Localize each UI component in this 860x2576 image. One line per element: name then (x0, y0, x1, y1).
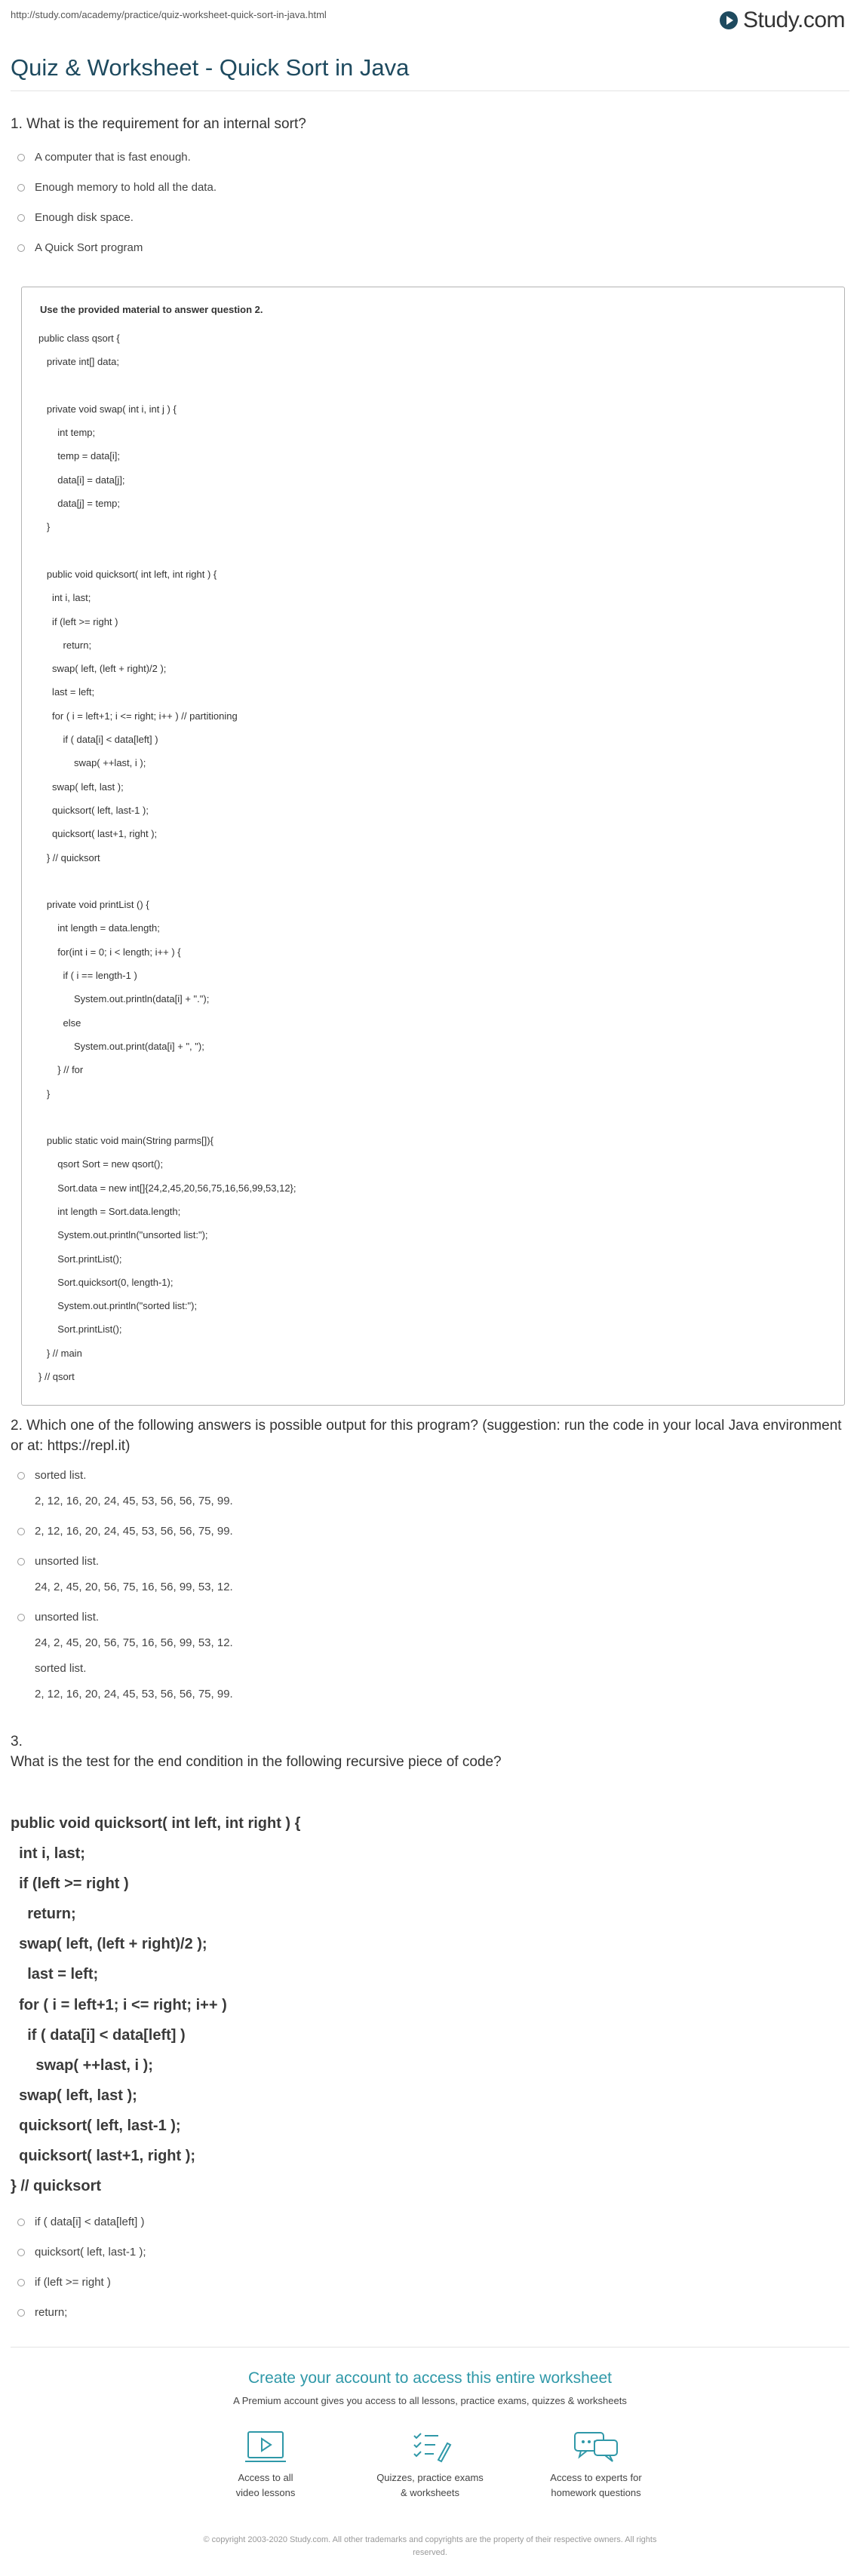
code-line: private void printList () { (38, 899, 149, 911)
answer-option[interactable] (11, 205, 840, 235)
code-line: quicksort( left, last-1 ); (11, 2117, 181, 2134)
code-line (38, 1106, 296, 1129)
question-2: 2. Which one of the following answers is possible output for this program? (suggestion: run the code in your local Java environment or at: https://repl.it) (11, 1418, 842, 1454)
question-1: 1. What is the requirement for an internal sort? (11, 116, 306, 132)
code-line: last = left; (11, 1966, 99, 1983)
expert-chat-icon (572, 2430, 620, 2464)
page-title: Quiz & Worksheet - Quick Sort in Java (11, 54, 410, 81)
code-line: quicksort( last+1, right ); (11, 2148, 196, 2165)
option-text: quicksort( left, last-1 ); (35, 2246, 146, 2259)
cta-divider (11, 2347, 849, 2348)
code-line: int i, last; (11, 1845, 85, 1863)
option-text: sorted list. (35, 1469, 87, 1482)
question-1-options (11, 145, 840, 265)
answer-option[interactable] (11, 175, 840, 205)
code-line: } // for (38, 1064, 84, 1076)
code-line: if ( data[i] < data[left] ) (11, 2026, 186, 2044)
title-divider (11, 90, 849, 91)
code-line: for(int i = 0; i < length; i++ ) { (38, 946, 181, 958)
answer-option[interactable] (11, 2270, 840, 2300)
logo-text: Study.com (743, 8, 845, 32)
option-text: if (left >= right ) (35, 2276, 111, 2289)
question-3-code (11, 1808, 300, 2201)
code-line: Sort.data = new int[]{24,2,45,20,56,75,16,56,99,53,12}; (38, 1182, 296, 1194)
code-line: swap( left, (left + right)/2 ); (38, 663, 167, 675)
code-line: } // qsort (38, 1371, 75, 1383)
answer-option[interactable] (11, 2210, 840, 2240)
code-line: System.out.println("sorted list:"); (38, 1300, 198, 1312)
code-line: Sort.printList(); (38, 1323, 122, 1336)
feature-label-3a: Access to experts for (550, 2472, 642, 2483)
radio-button[interactable] (17, 154, 25, 161)
option-text: 2, 12, 16, 20, 24, 45, 53, 56, 56, 75, 99. (35, 1525, 233, 1538)
code-line: } (38, 1087, 51, 1099)
cta-subtitle: A Premium account gives you access to all lessons, practice exams, quizzes & worksheets (233, 2395, 627, 2406)
code-line: public void quicksort( int left, int right ) { (11, 1815, 301, 1832)
answer-option[interactable] (11, 1463, 840, 1519)
radio-button[interactable] (17, 1528, 25, 1535)
code-line: if (left >= right ) (38, 615, 118, 627)
feature-label-1b: video lessons (235, 2487, 296, 2498)
code-line: System.out.println(data[i] + "."); (38, 993, 210, 1005)
option-text: return; (35, 2306, 68, 2319)
code-line: int temp; (38, 427, 96, 439)
copyright-line-2: reserved. (413, 2548, 447, 2557)
code-line: else (38, 1017, 81, 1029)
feature-experts (521, 2430, 671, 2501)
code-line: if ( data[i] < data[left] ) (38, 734, 158, 746)
code-line: swap( left, last ); (38, 780, 124, 793)
option-text: unsorted list. (35, 1555, 100, 1568)
code-line: quicksort( last+1, right ); (38, 828, 158, 840)
answer-option[interactable] (11, 1549, 840, 1605)
radio-button[interactable] (17, 184, 25, 192)
code-line: public class qsort { (38, 333, 120, 344)
code-line: for ( i = left+1; i <= right; i++ ) (11, 1996, 227, 2013)
radio-button[interactable] (17, 214, 25, 222)
answer-option[interactable] (11, 2300, 840, 2330)
code-line: data[j] = temp; (38, 498, 121, 510)
code-line: swap( left, last ); (11, 2087, 137, 2104)
option-text: A computer that is fast enough. (35, 151, 191, 164)
option-text: if ( data[i] < data[left] ) (35, 2216, 145, 2228)
code-line: Sort.quicksort(0, length-1); (38, 1276, 174, 1288)
question-2-options (11, 1463, 840, 1707)
question-3-options (11, 2210, 840, 2330)
feature-label-1a: Access to all (238, 2472, 293, 2483)
code-line: } // quicksort (38, 851, 100, 863)
option-text: Enough memory to hold all the data. (35, 181, 217, 194)
answer-option[interactable] (11, 1605, 840, 1707)
material-code (38, 327, 296, 1388)
feature-label-2a: Quizzes, practice exams (376, 2472, 484, 2483)
play-logo-icon (719, 11, 739, 30)
option-text: 24, 2, 45, 20, 56, 75, 16, 56, 99, 53, 12. (35, 1636, 233, 1649)
create-account-link[interactable]: Create your account to access this entire worksheet (247, 2369, 613, 2387)
code-line: int length = data.length; (38, 922, 160, 934)
option-text: unsorted list. (35, 1611, 100, 1624)
option-text: sorted list. (35, 1662, 87, 1675)
provided-material-box (21, 287, 845, 1406)
option-text: 2, 12, 16, 20, 24, 45, 53, 56, 56, 75, 99. (35, 1495, 233, 1507)
feature-quizzes (355, 2430, 505, 2501)
study-logo[interactable] (719, 3, 845, 38)
code-line: } // main (38, 1347, 82, 1359)
code-line: public static void main(String parms[]){ (38, 1135, 213, 1147)
code-line: temp = data[i]; (38, 450, 121, 462)
radio-button[interactable] (17, 1558, 25, 1566)
answer-option[interactable] (11, 145, 840, 175)
quiz-checklist-icon (408, 2430, 452, 2464)
video-lesson-icon (244, 2430, 287, 2464)
radio-button[interactable] (17, 1472, 25, 1480)
radio-button[interactable] (17, 2249, 25, 2256)
question-3: What is the test for the end condition in the following recursive piece of code? (11, 1754, 502, 1770)
feature-video-lessons (190, 2430, 341, 2501)
code-line: swap( left, (left + right)/2 ); (11, 1936, 207, 1953)
code-line: return; (11, 1906, 76, 1923)
top-bar (0, 0, 860, 41)
code-line (38, 869, 296, 893)
code-line (38, 539, 296, 563)
code-line: qsort Sort = new qsort(); (38, 1158, 164, 1170)
code-line: swap( ++last, i ); (38, 757, 146, 769)
code-line: System.out.print(data[i] + ", "); (38, 1040, 204, 1052)
feature-label-3b: homework questions (551, 2487, 641, 2498)
code-line: last = left; (38, 686, 95, 698)
code-line: System.out.println("unsorted list:"); (38, 1229, 208, 1241)
copyright-line-1: © copyright 2003-2020 Study.com. All other trademarks and copyrights are the property of their respective owners. All rights (203, 2535, 657, 2544)
answer-option[interactable] (11, 1519, 840, 1549)
feature-label-2b: & worksheets (400, 2487, 460, 2498)
code-line: Sort.printList(); (38, 1253, 122, 1265)
code-line: quicksort( left, last-1 ); (38, 804, 149, 816)
option-text: Enough disk space. (35, 211, 134, 224)
radio-button[interactable] (17, 2309, 25, 2317)
code-line: return; (38, 639, 92, 651)
code-line: private int[] data; (38, 356, 119, 368)
material-heading: Use the provided material to answer question 2. (40, 304, 263, 315)
radio-button[interactable] (17, 244, 25, 252)
option-text: A Quick Sort program (35, 241, 143, 254)
code-line: } (38, 521, 51, 533)
code-line: if ( i == length-1 ) (38, 970, 137, 982)
code-line: int length = Sort.data.length; (38, 1205, 181, 1217)
code-line: int i, last; (38, 592, 91, 604)
code-line: public void quicksort( int left, int right ) { (38, 568, 217, 580)
code-line: if (left >= right ) (11, 1875, 129, 1893)
code-line: private void swap( int i, int j ) { (38, 403, 177, 415)
radio-button[interactable] (17, 1614, 25, 1621)
option-text: 24, 2, 45, 20, 56, 75, 16, 56, 99, 53, 12. (35, 1581, 233, 1593)
code-line: swap( ++last, i ); (11, 2056, 153, 2074)
answer-option[interactable] (11, 235, 840, 265)
code-line (38, 374, 296, 397)
radio-button[interactable] (17, 2219, 25, 2226)
premium-features (0, 2430, 860, 2513)
copyright-footer (0, 2534, 860, 2559)
option-text: 2, 12, 16, 20, 24, 45, 53, 56, 56, 75, 99. (35, 1688, 233, 1700)
answer-option[interactable] (11, 2240, 840, 2270)
radio-button[interactable] (17, 2279, 25, 2286)
code-line: data[i] = data[j]; (38, 474, 125, 486)
page-url: http://study.com/academy/practice/quiz-worksheet-quick-sort-in-java.html (11, 9, 327, 20)
code-line: } // quicksort (11, 2178, 102, 2195)
code-line: for ( i = left+1; i <= right; i++ ) // partitioning (38, 710, 238, 722)
question-3-number: 3. (11, 1734, 23, 1750)
